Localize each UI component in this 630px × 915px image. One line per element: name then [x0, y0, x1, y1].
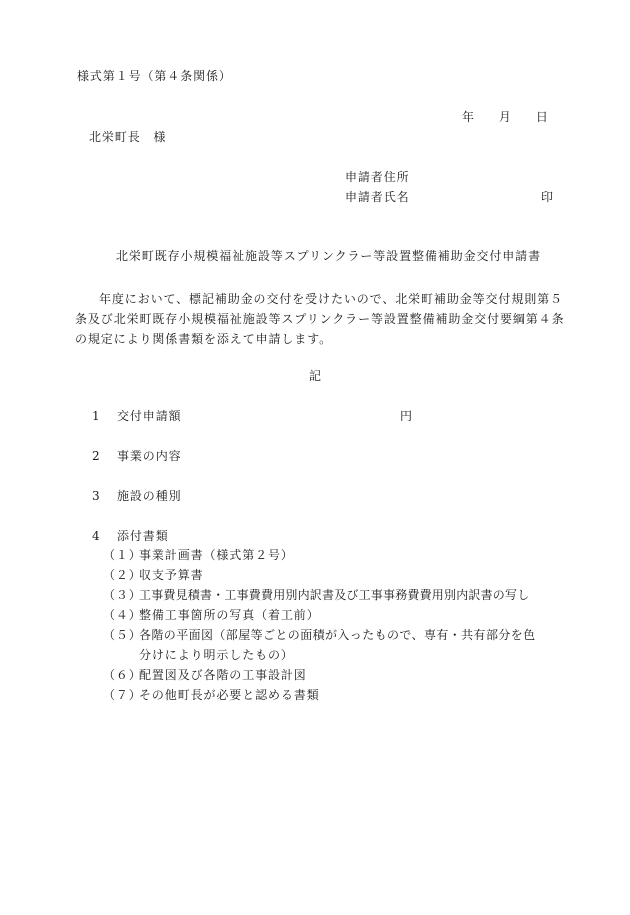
- addressee: 北栄町長 様: [89, 130, 167, 144]
- body-paragraph: 年度において、標記補助金の交付を受けたいので、北栄町補助金等交付規則第５条及び北栄町既存小規模福祉施設等スプリンクラー等設置整備補助金交付要綱第４条の規定により関係書類を添えて申請します。: [75, 292, 565, 346]
- item-label-application-amount: 交付申請額: [117, 409, 182, 423]
- attachment-number: （４）: [103, 608, 142, 622]
- item-label-project-content: 事業の内容: [117, 449, 182, 463]
- item-number: 1: [92, 409, 101, 423]
- attachment-continuation: 分けにより明示したもの）: [139, 648, 294, 662]
- applicant-address-label: 申請者住所: [345, 170, 410, 184]
- attachment-item: [103, 667, 307, 683]
- attachment-number: （５）: [103, 628, 142, 642]
- attachment-item: [103, 607, 320, 623]
- attachment-text: 配置図及び各階の工事設計図: [139, 668, 307, 682]
- document-title: 北栄町既存小規模福祉施設等スプリンクラー等設置整備補助金交付申請書: [116, 249, 541, 263]
- attachment-text: 整備工事箇所の写真（着工前）: [139, 608, 320, 622]
- item-number: 3: [92, 489, 101, 503]
- seal-mark: 印: [541, 190, 554, 204]
- attachment-item: [103, 627, 536, 643]
- date-line: [462, 109, 549, 125]
- applicant-name-label: 申請者氏名: [345, 190, 410, 204]
- item-label-attachments: 添付書類: [117, 529, 169, 543]
- attachment-number: （６）: [103, 668, 142, 682]
- date-month-label: 月: [498, 110, 512, 124]
- item-number: 2: [92, 449, 101, 463]
- attachment-item: [103, 687, 320, 703]
- attachment-item: [103, 547, 294, 563]
- attachment-text: 収支予算書: [139, 568, 204, 582]
- attachment-item: [103, 587, 529, 603]
- item-number: 4: [92, 529, 101, 543]
- form-number: 様式第１号（第４条関係）: [77, 69, 232, 83]
- yen-unit: 円: [400, 409, 413, 423]
- date-year-label: 年: [462, 110, 475, 124]
- attachment-text: 工事費見積書・工事費費用別内訳書及び工事事務費費用別内訳書の写し: [139, 588, 530, 602]
- date-day-label: 日: [535, 110, 549, 124]
- attachment-item: [103, 567, 204, 583]
- attachment-text: 事業計画書（様式第２号）: [139, 548, 294, 562]
- item-label-facility-type: 施設の種別: [117, 489, 182, 503]
- ki-heading: 記: [309, 369, 322, 383]
- attachment-number: （７）: [103, 688, 142, 702]
- attachment-text: その他町長が必要と認める書類: [139, 688, 320, 702]
- attachment-number: （２）: [103, 568, 142, 582]
- attachment-number: （１）: [103, 548, 142, 562]
- attachment-text: 各階の平面図（部屋等ごとの面積が入ったもので、専有・共有部分を色: [139, 628, 536, 642]
- attachment-number: （３）: [103, 588, 142, 602]
